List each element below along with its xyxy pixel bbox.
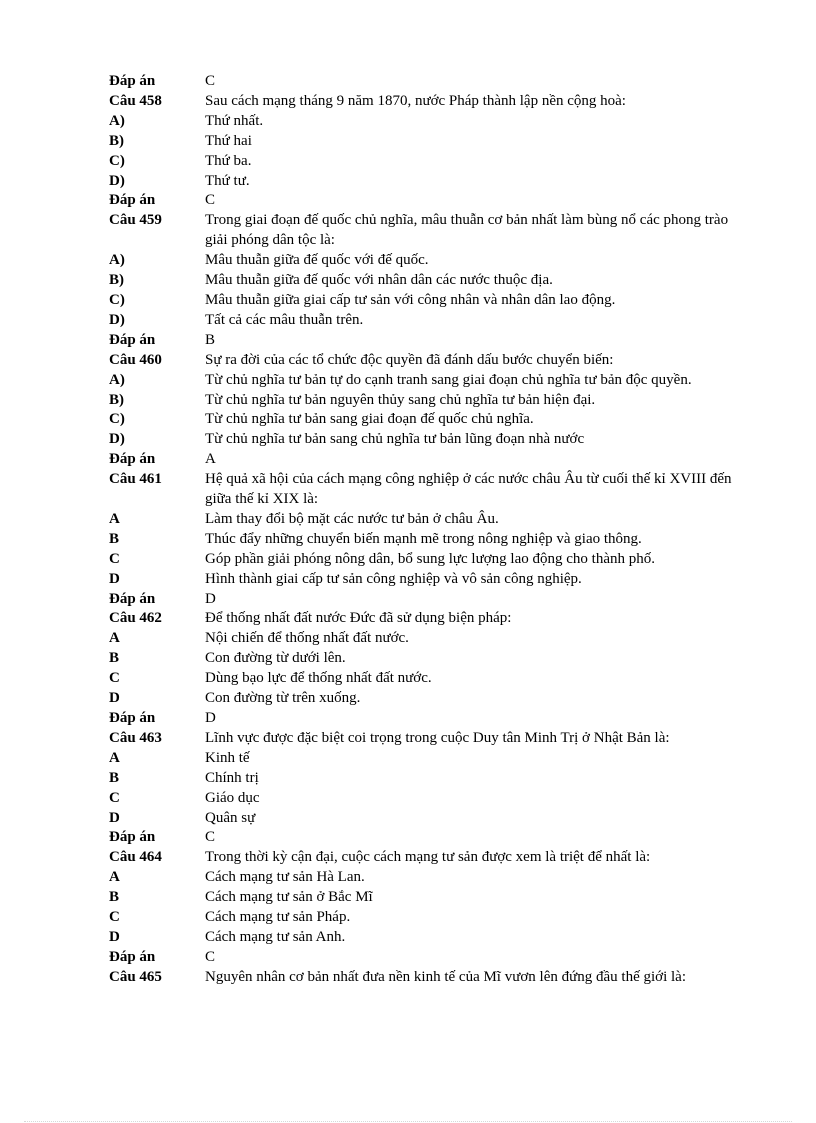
option-label: C)	[109, 152, 125, 169]
option-text: Thứ nhất.	[205, 112, 264, 129]
answer-text: C	[205, 73, 216, 89]
option-text: Con đường từ dưới lên.	[205, 650, 346, 667]
option-row	[109, 410, 744, 430]
question-row	[109, 470, 744, 510]
answer-row	[109, 72, 744, 92]
option-row	[109, 789, 744, 809]
option-label: D	[109, 570, 120, 587]
question-text: Để thống nhất đất nước Đức đã sử dụng biện pháp:	[205, 610, 512, 627]
option-text: Thứ ba.	[205, 152, 252, 169]
question-label: Câu 465	[109, 968, 162, 985]
option-text: Cách mạng tư sản Hà Lan.	[205, 869, 365, 886]
option-text: Dùng bạo lực để thống nhất đất nước.	[205, 670, 432, 687]
option-label: C	[109, 789, 120, 806]
question-label: Câu 464	[109, 849, 162, 866]
option-label: C	[109, 550, 120, 567]
question-text: Sau cách mạng tháng 9 năm 1870, nước Pháp thành lập nền cộng hoà:	[205, 92, 626, 109]
answer-label: Đáp án	[109, 451, 156, 468]
option-label: C)	[109, 291, 125, 308]
answer-row	[109, 590, 744, 610]
option-label: D)	[109, 431, 125, 448]
option-row	[109, 629, 744, 649]
option-label: A	[109, 510, 120, 527]
question-text: Lĩnh vực được đặc biệt coi trọng trong cuộc Duy tân Minh Trị ở Nhật Bản là:	[205, 729, 670, 746]
option-label: B	[109, 530, 120, 547]
option-text: Chính trị	[205, 769, 259, 786]
option-label: B)	[109, 391, 124, 408]
answer-label: Đáp án	[109, 590, 156, 607]
option-row	[109, 550, 744, 570]
answer-label: Đáp án	[109, 710, 156, 726]
option-label: D)	[109, 311, 125, 328]
option-text: Kinh tế	[205, 749, 250, 766]
option-label: A	[109, 749, 120, 766]
option-text: Từ chủ nghĩa tư bản nguyên thủy sang chủ nghĩa tư bản hiện đại.	[205, 391, 596, 408]
option-row	[109, 172, 744, 192]
option-text: Làm thay đổi bộ mặt các nước tư bản ở châu Âu.	[205, 510, 499, 527]
option-text: Góp phần giải phóng nông dân, bổ sung lực lượng lao động cho thành phố.	[205, 550, 655, 567]
option-row	[109, 769, 744, 789]
option-label: D)	[109, 172, 125, 189]
answer-row	[109, 191, 744, 211]
option-text: Cách mạng tư sản ở Bắc Mĩ	[205, 889, 373, 906]
answer-text: D	[205, 710, 216, 726]
option-text: Nội chiến để thống nhất đất nước.	[205, 630, 409, 647]
answer-row	[109, 948, 744, 968]
option-label: A)	[109, 371, 125, 388]
question-label: Câu 463	[109, 729, 162, 746]
option-row	[109, 649, 744, 669]
option-text: Tất cả các mâu thuẫn trên.	[205, 311, 364, 328]
question-row	[109, 848, 744, 868]
option-row	[109, 530, 744, 550]
option-label: A	[109, 630, 120, 647]
answer-label: Đáp án	[109, 331, 156, 348]
option-label: D	[109, 809, 120, 826]
option-text: Giáo dục	[205, 789, 260, 806]
option-text: Từ chủ nghĩa tư bản sang giai đoạn đế quốc chủ nghĩa.	[205, 411, 534, 428]
option-text: Quân sự	[205, 809, 256, 826]
option-row	[109, 888, 744, 908]
answer-text: A	[205, 451, 216, 468]
question-text: Trong giai đoạn đế quốc chủ nghĩa, mâu thuẫn cơ bản nhất làm bùng nổ các phong trào giải phóng dân tộc là:	[205, 212, 729, 249]
page-bottom-divider	[24, 1121, 792, 1122]
option-text: Cách mạng tư sản Pháp.	[205, 909, 351, 926]
option-row	[109, 132, 744, 152]
option-label: B)	[109, 272, 124, 289]
answer-text: D	[205, 590, 216, 607]
option-text: Con đường từ trên xuống.	[205, 690, 361, 707]
question-row	[109, 968, 744, 988]
option-row	[109, 689, 744, 709]
document-page	[109, 72, 744, 988]
option-label: C)	[109, 411, 125, 428]
option-label: D	[109, 690, 120, 707]
question-label: Câu 462	[109, 610, 162, 627]
option-label: D	[109, 928, 120, 945]
option-row	[109, 749, 744, 769]
question-label: Câu 461	[109, 471, 162, 488]
question-row	[109, 609, 744, 629]
option-label: B	[109, 889, 120, 906]
answer-row	[109, 331, 744, 351]
option-row	[109, 570, 744, 590]
question-row	[109, 92, 744, 112]
option-row	[109, 311, 744, 331]
question-row	[109, 729, 744, 749]
option-label: C	[109, 670, 120, 687]
question-row	[109, 211, 744, 251]
option-label: B)	[109, 132, 124, 149]
question-text: Trong thời kỳ cận đại, cuộc cách mạng tư sản được xem là triệt để nhất là:	[205, 849, 651, 866]
answer-row	[109, 709, 744, 729]
option-text: Thúc đẩy những chuyển biến mạnh mẽ trong nông nghiệp và giao thông.	[205, 530, 642, 547]
option-row	[109, 391, 744, 411]
answer-row	[109, 828, 744, 848]
option-row	[109, 669, 744, 689]
option-row	[109, 928, 744, 948]
option-row	[109, 430, 744, 450]
option-label: A)	[109, 252, 125, 269]
answer-label: Đáp án	[109, 73, 156, 89]
option-text: Từ chủ nghĩa tư bản tự do cạnh tranh sang giai đoạn chủ nghĩa tư bản độc quyền.	[205, 371, 692, 388]
question-label: Câu 460	[109, 351, 162, 368]
option-row	[109, 809, 744, 829]
question-label: Câu 459	[109, 212, 162, 229]
question-text: Hệ quả xã hội của cách mạng công nghiệp ở các nước châu Âu từ cuối thế kỉ XVIII đến giữa thế kỉ XIX là:	[205, 471, 732, 508]
answer-label: Đáp án	[109, 829, 156, 846]
question-text: Nguyên nhân cơ bản nhất đưa nền kinh tế của Mĩ vươn lên đứng đầu thế giới là:	[205, 968, 686, 985]
option-text: Từ chủ nghĩa tư bản sang chủ nghĩa tư bản lũng đoạn nhà nước	[205, 431, 585, 448]
option-label: C	[109, 909, 120, 926]
option-row	[109, 251, 744, 271]
option-text: Mâu thuẫn giữa đế quốc với đế quốc.	[205, 252, 429, 269]
option-label: B	[109, 769, 120, 786]
option-row	[109, 371, 744, 391]
option-text: Thứ tư.	[205, 172, 250, 189]
answer-text: B	[205, 331, 216, 348]
option-row	[109, 152, 744, 172]
option-row	[109, 510, 744, 530]
question-label: Câu 458	[109, 92, 162, 109]
option-text: Thứ hai	[205, 132, 252, 149]
answer-row	[109, 450, 744, 470]
option-text: Hình thành giai cấp tư sản công nghiệp và vô sản công nghiệp.	[205, 570, 582, 587]
answer-label: Đáp án	[109, 192, 156, 209]
answer-label: Đáp án	[109, 948, 156, 965]
option-row	[109, 291, 744, 311]
question-text: Sự ra đời của các tổ chức độc quyền đã đánh dấu bước chuyển biến:	[205, 351, 614, 368]
option-text: Mâu thuẫn giữa đế quốc với nhân dân các nước thuộc địa.	[205, 272, 553, 289]
option-text: Cách mạng tư sản Anh.	[205, 928, 346, 945]
option-text: Mâu thuẫn giữa giai cấp tư sản với công nhân và nhân dân lao động.	[205, 291, 616, 308]
option-label: A)	[109, 112, 125, 129]
option-label: A	[109, 869, 120, 886]
option-label: B	[109, 650, 120, 667]
answer-text: C	[205, 948, 216, 965]
question-row	[109, 351, 744, 371]
option-row	[109, 112, 744, 132]
option-row	[109, 868, 744, 888]
answer-text: C	[205, 192, 216, 209]
answer-text: C	[205, 829, 216, 846]
option-row	[109, 908, 744, 928]
option-row	[109, 271, 744, 291]
